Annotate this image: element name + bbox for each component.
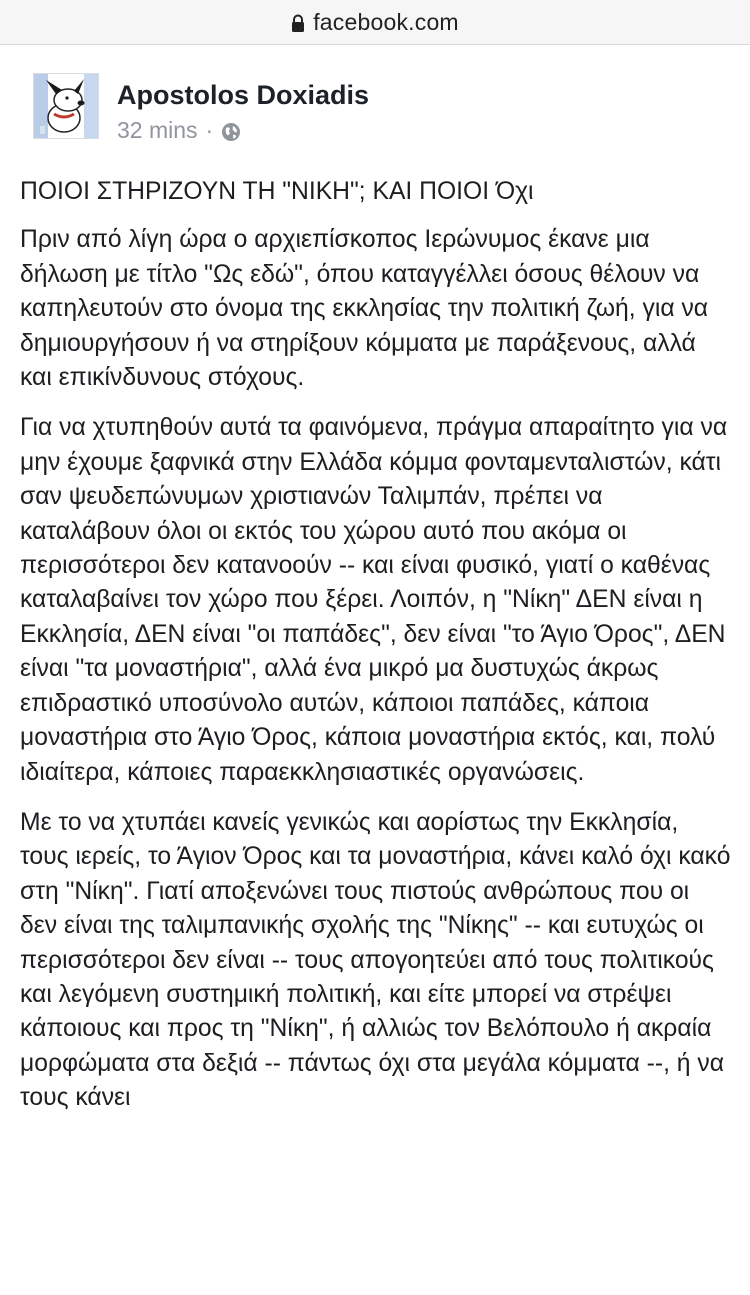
facebook-post bbox=[0, 45, 750, 1295]
post-meta bbox=[117, 117, 241, 144]
dog-cartoon-avatar-icon bbox=[34, 74, 98, 138]
post-paragraph: Με το να χτυπάει κανείς γενικώς και αορίστως την Εκκλησία, τους ιερείς, το Άγιον Όρος και τα μοναστήρια, κάνει καλό όχι κακό στη "Νίκη". Γιατί αποξενώνει τους πιστούς ανθρώπους που οι δεν είναι της ταλιμπανικής σχολής της "Νίκης" -- και ευτυχώς οι περισσότεροι δεν είναι -- τους απογοητεύει από τους πολιτικούς και λεγόμενη συστημική πολιτική, και είτε μπορεί να στρέψει κάποιους και προς τη "Νίκη", ή αλλιώς τον Βελόπουλο ή ακραία μορφώματα στα δεξιά -- πάντως όχι στα μεγάλα κόμματα --, ή να τους κάνει bbox=[20, 808, 731, 1112]
lock-icon bbox=[291, 14, 305, 32]
author-name[interactable]: Apostolos Doxiadis bbox=[117, 80, 370, 110]
avatar[interactable] bbox=[33, 73, 99, 139]
post-heading: ΠΟΙΟΙ ΣΤΗΡΙΖΟΥΝ ΤΗ "ΝΙΚΗ"; ΚΑΙ ΠΟΙΟΙ Όχι bbox=[20, 178, 534, 205]
post-timestamp[interactable]: 32 mins bbox=[117, 117, 198, 143]
post-paragraph: Για να χτυπηθούν αυτά τα φαινόμενα, πράγμα απαραίτητο για να μην έχουμε ξαφνικά στην Ελλάδα κόμμα φονταμενταλιστών, κάτι σαν ψευδεπώνυμων χριστιανών Ταλιμπάν, πρέπει να καταλάβουν όλοι οι εκτός του χώρου αυτό που ακόμα οι περισσότεροι δεν κατανοούν -- και είναι φυσικό, γιατί ο καθένας καταλαβαίνει τον χώρο που ξέρει. Λοιπόν, η "Νίκη" ΔΕΝ είναι η Εκκλησία, ΔΕΝ είναι "οι παπάδες", δεν είναι "το Άγιο Όρος", ΔΕΝ είναι "τα μοναστήρια", αλλά ένα μικρό μα δυστυχώς άκρως επιδραστικό υποσύνολο αυτών, κάποιοι παπάδες, κάποια μοναστήρια στο Άγιο Όρος, κάποια μοναστήρια εκτός, και, πολύ ιδιαίτερα, κάποιες παραεκκλησιαστικές οργανώσεις. bbox=[20, 414, 728, 786]
post-body bbox=[20, 175, 732, 1132]
address-bar[interactable] bbox=[0, 0, 750, 45]
url-host: facebook.com bbox=[313, 8, 459, 35]
post-paragraph: Πριν από λίγη ώρα ο αρχιεπίσκοπος Ιερώνυμος έκανε μια δήλωση με τίτλο "Ως εδώ", όπου καταγγέλλει όσους θέλουν να καπηλευτούν στο όνομα της εκκλησίας την πολιτική ζωή, για να δημιουργήσουν ή να στηρίξουν κόμματα με παράξενους, αλλά και επικίνδυνους στόχους. bbox=[20, 226, 709, 392]
globe-icon[interactable] bbox=[221, 121, 241, 141]
meta-separator: · bbox=[205, 117, 214, 143]
post-header bbox=[33, 73, 723, 143]
